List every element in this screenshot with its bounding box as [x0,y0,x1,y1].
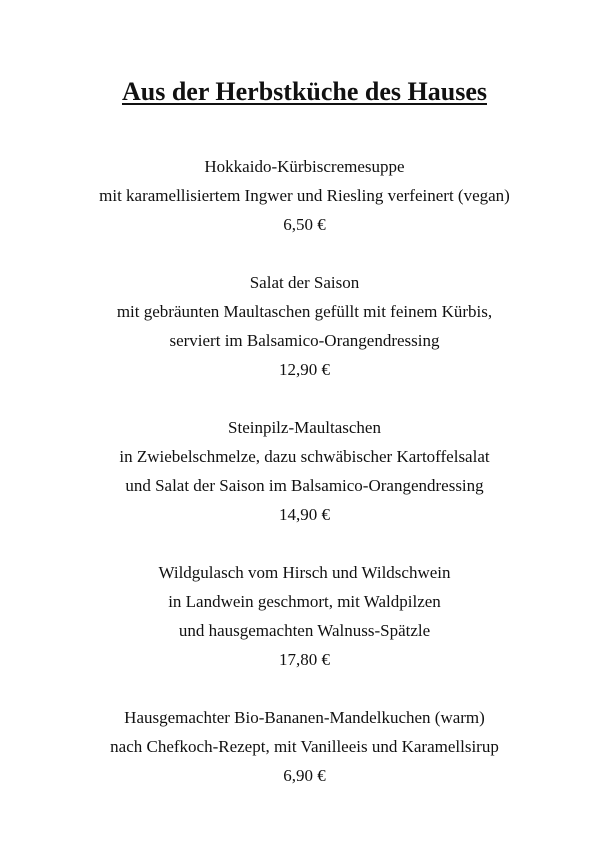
dish-price: 17,80 € [279,650,330,669]
dish-price: 14,90 € [279,505,330,524]
dish-name: Steinpilz-Maultaschen [228,418,381,437]
dish-description: mit gebräunten Maultaschen gefüllt mit feinem Kürbis, [116,302,493,321]
dish-description: nach Chefkoch-Rezept, mit Vanilleeis und Karamellsirup [110,737,499,756]
dish-description: in Zwiebelschmelze, dazu schwäbischer Kartoffelsalat [119,447,490,466]
dish-description: und Salat der Saison im Balsamico-Orangendressing [125,476,484,495]
dish-item [0,413,609,529]
dish-item [0,268,609,384]
dish-description: in Landwein geschmort, mit Waldpilzen [168,592,441,611]
dish-list [0,152,609,819]
dish-item [0,152,609,239]
dish-name: Hausgemachter Bio-Bananen-Mandelkuchen (warm) [124,708,485,727]
dish-description: und hausgemachten Walnuss-Spätzle [178,621,431,640]
dish-price: 6,90 € [283,766,326,785]
dish-name: Wildgulasch vom Hirsch und Wildschwein [158,563,451,582]
dish-description: mit karamellisiertem Ingwer und Riesling verfeinert (vegan) [99,186,510,205]
dish-name: Salat der Saison [249,273,360,292]
dish-price: 12,90 € [279,360,330,379]
menu-title: Aus der Herbstküche des Hauses [121,77,487,106]
dish-name: Hokkaido-Kürbiscremesuppe [204,157,405,176]
dish-item [0,703,609,790]
dish-description: serviert im Balsamico-Orangendressing [169,331,440,350]
dish-price: 6,50 € [283,215,326,234]
dish-item [0,558,609,674]
